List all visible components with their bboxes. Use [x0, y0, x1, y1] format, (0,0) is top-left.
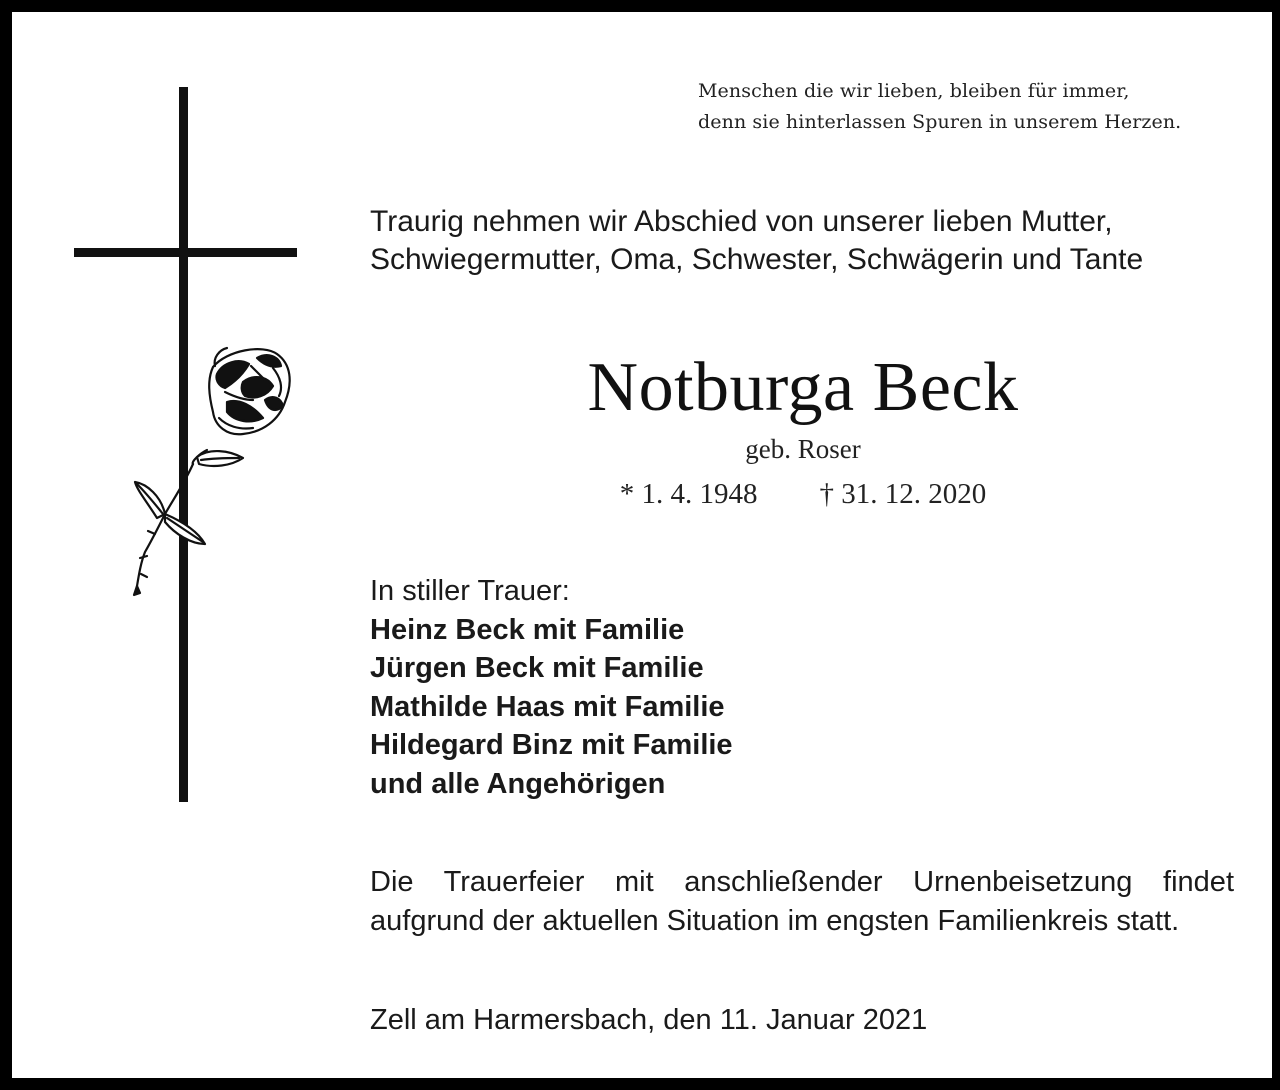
birth-date: * 1. 4. 1948 [619, 478, 758, 510]
mourner-entry: Heinz Beck mit Familie [370, 613, 685, 646]
deceased-name: Notburga Beck [587, 349, 1019, 426]
farewell-intro [370, 203, 1143, 279]
ceremony-notice [370, 863, 1234, 941]
place-and-date: Zell am Harmersbach, den 11. Januar 2021 [370, 1004, 928, 1036]
maiden-name: geb. Roser [745, 434, 861, 464]
mourners-label: In stiller Trauer: [370, 575, 570, 607]
mourner-entry: Mathilde Haas mit Familie [370, 690, 725, 723]
memorial-quote [698, 76, 1278, 138]
rose-icon [134, 348, 290, 595]
cross-with-rose-illustration [67, 82, 307, 822]
mourner-entry: Jürgen Beck mit Familie [370, 652, 704, 684]
quote-line: Menschen die wir lieben, bleiben für immer, [698, 80, 1130, 102]
life-dates [372, 475, 1234, 513]
death-date: † 31. 12. 2020 [819, 478, 987, 510]
cross-icon [74, 87, 297, 802]
mourner-entry: Hildegard Binz mit Familie [370, 729, 733, 761]
intro-line: Schwiegermutter, Oma, Schwester, Schwägerin und Tante [370, 243, 1144, 276]
ceremony-line: aufgrund der aktuellen Situation im engsten Familienkreis statt. [370, 905, 1180, 937]
mourners-list [370, 572, 733, 803]
quote-line: denn sie hinterlassen Spuren in unserem Herzen. [698, 111, 1182, 133]
mourner-entry: und alle Angehörigen [370, 767, 666, 800]
intro-line: Traurig nehmen wir Abschied von unserer lieben Mutter, [370, 205, 1113, 238]
ceremony-line: Die Trauerfeier mit anschließender Urnenbeisetzung findet [370, 866, 1234, 898]
